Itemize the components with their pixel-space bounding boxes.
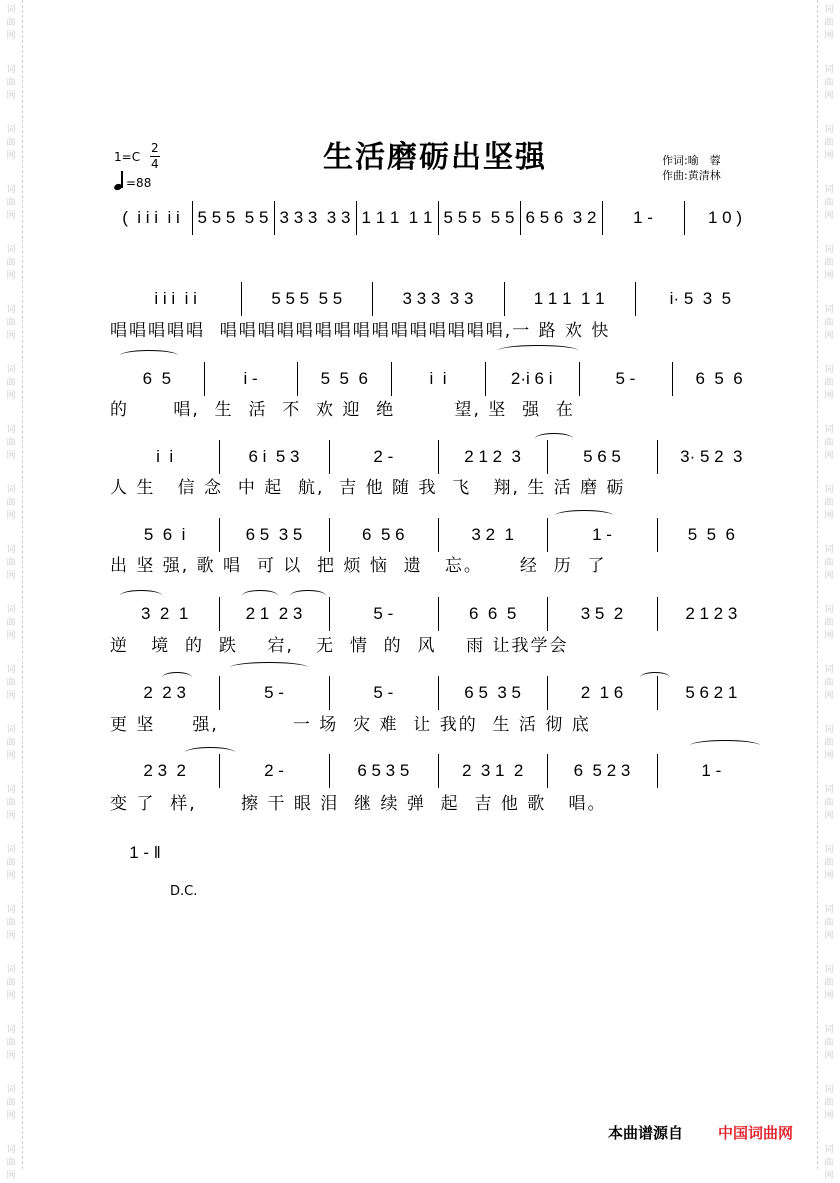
measure: 2 - bbox=[264, 761, 284, 780]
lyric-line: 变 了 样, 擦 干 眼 泪 继 续 弹 起 吉 他 歌 唱。 bbox=[110, 794, 607, 814]
bar-line bbox=[547, 754, 548, 788]
bar-line bbox=[657, 518, 658, 552]
watermark-text: 词 曲 网 bbox=[6, 965, 16, 1001]
watermark-text: 词 曲 网 bbox=[824, 125, 834, 161]
watermark-text: 词 曲 网 bbox=[824, 365, 834, 401]
left-watermark-strip bbox=[0, 0, 23, 1181]
bar-line bbox=[241, 282, 242, 316]
measure: 6 5 2 3 bbox=[573, 761, 631, 780]
measure: 3 2 1 bbox=[471, 525, 514, 544]
watermark-text: 词 曲 网 bbox=[824, 1025, 834, 1061]
slur-arc bbox=[230, 662, 308, 673]
time-signature bbox=[150, 141, 160, 172]
measure: 5 6 2 1 bbox=[685, 683, 738, 702]
watermark-text: 词 曲 网 bbox=[6, 425, 16, 461]
watermark-text: 词 曲 网 bbox=[6, 245, 16, 281]
time-signature-bottom: 4 bbox=[151, 157, 159, 171]
bar-line bbox=[684, 201, 685, 235]
watermark-text: 词 曲 网 bbox=[824, 485, 834, 521]
measure: 5 - bbox=[373, 683, 394, 702]
watermark-text: 词 曲 网 bbox=[824, 785, 834, 821]
watermark-text: 词 曲 网 bbox=[6, 905, 16, 941]
bar-line bbox=[438, 440, 439, 474]
bar-line bbox=[547, 518, 548, 552]
slur-arc bbox=[690, 740, 760, 751]
bar-line bbox=[274, 201, 275, 235]
measure: 2 - bbox=[373, 447, 394, 466]
measure: 6 5 bbox=[142, 369, 172, 388]
measure: 5 5 6 bbox=[320, 369, 368, 388]
bar-line bbox=[438, 518, 439, 552]
measure: ( i i i i i bbox=[122, 208, 180, 227]
watermark-text: 词 曲 网 bbox=[824, 725, 834, 761]
watermark-text: 词 曲 网 bbox=[824, 665, 834, 701]
quarter-note-icon bbox=[114, 172, 126, 190]
measure: 5 - bbox=[264, 683, 284, 702]
measure: i i i i i bbox=[154, 289, 197, 308]
notation-line bbox=[110, 205, 766, 241]
measure: 3 5 2 bbox=[580, 604, 624, 623]
bar-line bbox=[219, 440, 220, 474]
bar-line bbox=[602, 201, 603, 235]
bar-line bbox=[192, 201, 193, 235]
watermark-text: 词 曲 网 bbox=[6, 305, 16, 341]
measure: 6 5 3 5 bbox=[357, 761, 410, 780]
credits bbox=[662, 153, 721, 183]
watermark-text: 词 曲 网 bbox=[6, 785, 16, 821]
measure: 2 1 2 3 bbox=[685, 604, 738, 623]
watermark-text: 词 曲 网 bbox=[6, 665, 16, 701]
lyric-line: 更 坚 强, 一 场 灾 难 让 我的 生 活 彻 底 bbox=[110, 715, 591, 735]
watermark-text: 词 曲 网 bbox=[824, 965, 834, 1001]
bar-line bbox=[547, 676, 548, 710]
bar-line bbox=[204, 362, 205, 396]
watermark-text: 词 曲 网 bbox=[6, 125, 16, 161]
measure: 2 3 1 2 bbox=[461, 761, 524, 780]
measure: 5 - bbox=[615, 369, 636, 388]
bar-line bbox=[219, 754, 220, 788]
measure: 2 1 6 bbox=[580, 683, 624, 702]
measure: 2·i 6 i bbox=[510, 369, 553, 388]
watermark-text: 词 曲 网 bbox=[6, 1145, 16, 1181]
bar-line bbox=[657, 754, 658, 788]
watermark-text: 词 曲 网 bbox=[824, 245, 834, 281]
tempo-marking bbox=[114, 172, 151, 190]
notation-line bbox=[110, 840, 766, 876]
slur-arc bbox=[185, 747, 235, 758]
bar-line bbox=[485, 362, 486, 396]
bar-line bbox=[356, 201, 357, 235]
notation-numbers bbox=[110, 207, 766, 231]
measure: 2 1 2 3 bbox=[245, 604, 303, 623]
measure: 5 5 5 5 5 bbox=[443, 208, 515, 227]
watermark-text: 词 曲 网 bbox=[824, 5, 834, 41]
measure: 6 5 3 5 bbox=[245, 525, 303, 544]
measure: 5 6 5 bbox=[583, 447, 621, 466]
watermark-text: 词 曲 网 bbox=[6, 65, 16, 101]
watermark-text: 词 曲 网 bbox=[824, 425, 834, 461]
measure: 5 5 6 bbox=[687, 525, 735, 544]
notation-numbers bbox=[110, 288, 766, 312]
watermark-text: 词 曲 网 bbox=[6, 1085, 16, 1121]
lyric-line: 逆 境 的 跌 宕, 无 情 的 风 雨 让我学会 bbox=[110, 636, 569, 656]
slur-arc bbox=[498, 345, 578, 356]
bar-line bbox=[438, 676, 439, 710]
measure: 6 5 3 5 bbox=[464, 683, 522, 702]
measure: 6 5 6 bbox=[695, 369, 743, 388]
watermark-text: 词 曲 网 bbox=[6, 185, 16, 221]
watermark-text: 词 曲 网 bbox=[824, 605, 834, 641]
measure: 3 3 3 3 3 bbox=[279, 208, 351, 227]
bar-line bbox=[438, 754, 439, 788]
bar-line bbox=[329, 676, 330, 710]
measure: 5 5 5 5 5 bbox=[271, 289, 343, 308]
measure: 2 3 2 bbox=[143, 761, 186, 780]
notation-numbers bbox=[110, 524, 766, 548]
measure: i i bbox=[429, 369, 447, 388]
slur-arc bbox=[242, 590, 278, 601]
slur-arc bbox=[120, 590, 162, 601]
footer-source-label: 本曲谱源自 bbox=[608, 1124, 684, 1142]
lyricist: 作词:喻 蓉 bbox=[662, 154, 721, 167]
notation-numbers bbox=[110, 368, 766, 392]
bar-line bbox=[372, 282, 373, 316]
measure: 5 6 i bbox=[143, 525, 186, 544]
measure: 6 i 5 3 bbox=[248, 447, 300, 466]
bar-line bbox=[297, 362, 298, 396]
measure: i - bbox=[243, 369, 258, 388]
watermark-text: 词 曲 网 bbox=[6, 1025, 16, 1061]
measure: 5 - bbox=[373, 604, 394, 623]
measure: 6 6 5 bbox=[469, 604, 517, 623]
bar-line bbox=[438, 201, 439, 235]
watermark-text: 词 曲 网 bbox=[6, 545, 16, 581]
measure: 1 1 1 1 1 bbox=[361, 208, 433, 227]
bar-line bbox=[504, 282, 505, 316]
measure: 2 2 3 bbox=[143, 683, 186, 702]
watermark-text: 词 曲 网 bbox=[824, 1085, 834, 1121]
watermark-text: 词 曲 网 bbox=[6, 5, 16, 41]
key-signature: 1=C bbox=[114, 150, 141, 164]
watermark-text: 词 曲 网 bbox=[6, 845, 16, 881]
bar-line bbox=[579, 362, 580, 396]
notation-numbers bbox=[110, 446, 766, 470]
bar-line bbox=[520, 201, 521, 235]
measure: 1 0 ) bbox=[707, 208, 743, 227]
bar-line bbox=[219, 597, 220, 631]
bar-line bbox=[329, 518, 330, 552]
lyric-line: 唱唱唱唱唱 唱唱唱唱唱唱唱唱唱唱唱唱唱唱唱,一 路 欢 快 bbox=[110, 321, 611, 341]
slur-arc bbox=[162, 672, 192, 683]
notation-numbers bbox=[110, 760, 766, 784]
bar-line bbox=[547, 440, 548, 474]
watermark-text: 词 曲 网 bbox=[824, 1145, 834, 1181]
slur-arc bbox=[535, 433, 573, 444]
measure: 1 1 1 1 1 bbox=[533, 289, 605, 308]
da-capo-marking: D.C. bbox=[170, 884, 198, 899]
measure: i· 5 3 5 bbox=[669, 289, 732, 308]
slur-arc bbox=[555, 510, 613, 521]
footer-site-name[interactable]: 中国词曲网 bbox=[718, 1124, 794, 1142]
watermark-text: 词 曲 网 bbox=[824, 185, 834, 221]
bar-line bbox=[635, 282, 636, 316]
measure: 6 5 6 3 2 bbox=[525, 208, 597, 227]
watermark-text: 词 曲 网 bbox=[824, 545, 834, 581]
bar-line bbox=[219, 518, 220, 552]
watermark-text: 词 曲 网 bbox=[824, 65, 834, 101]
watermark-text: 词 曲 网 bbox=[824, 845, 834, 881]
bar-line bbox=[329, 597, 330, 631]
bar-line bbox=[547, 597, 548, 631]
bar-line bbox=[672, 362, 673, 396]
composer: 作曲:黄清林 bbox=[662, 169, 721, 182]
notation-numbers bbox=[110, 682, 766, 706]
measure: 6 5 6 bbox=[362, 525, 405, 544]
lyric-line: 的 唱, 生 活 不 欢 迎 绝 望, 坚 强 在 bbox=[110, 400, 575, 420]
lyric-line: 人 生 信 念 中 起 航, 吉 他 随 我 飞 翔, 生 活 磨 砺 bbox=[110, 478, 626, 498]
measure: 3 3 3 3 3 bbox=[402, 289, 474, 308]
slur-arc bbox=[120, 350, 178, 361]
bar-line bbox=[329, 754, 330, 788]
watermark-text: 词 曲 网 bbox=[6, 605, 16, 641]
measure: 1 - bbox=[592, 525, 612, 544]
watermark-text: 词 曲 网 bbox=[824, 905, 834, 941]
lyric-line: 出 坚 强, 歌 唱 可 以 把 烦 恼 遗 忘。 经 历 了 bbox=[110, 556, 607, 576]
bar-line bbox=[329, 440, 330, 474]
measure: 5 5 5 5 5 bbox=[197, 208, 269, 227]
measure: 3· 5 2 3 bbox=[680, 447, 743, 466]
watermark-text: 词 曲 网 bbox=[6, 365, 16, 401]
bar-line bbox=[219, 676, 220, 710]
slur-arc bbox=[290, 590, 326, 601]
measure: 1 - bbox=[701, 761, 722, 780]
measure: 2 1 2 3 bbox=[464, 447, 522, 466]
notation-numbers bbox=[110, 842, 766, 866]
measure: 3 2 1 bbox=[141, 604, 189, 623]
bar-line bbox=[657, 440, 658, 474]
measure: 1 - bbox=[633, 208, 653, 227]
tempo-value: =88 bbox=[126, 176, 152, 190]
bar-line bbox=[657, 597, 658, 631]
notation-numbers bbox=[110, 603, 766, 627]
bar-line bbox=[438, 597, 439, 631]
measure: 1 - ‖ bbox=[129, 843, 161, 862]
song-title: 生活磨砺出坚强 bbox=[323, 140, 547, 175]
slur-arc bbox=[640, 672, 670, 683]
right-watermark-strip bbox=[817, 0, 840, 1181]
bar-line bbox=[391, 362, 392, 396]
measure: i i bbox=[156, 447, 174, 466]
watermark-text: 词 曲 网 bbox=[824, 305, 834, 341]
watermark-text: 词 曲 网 bbox=[6, 485, 16, 521]
watermark-text: 词 曲 网 bbox=[6, 725, 16, 761]
time-signature-top: 2 bbox=[151, 141, 159, 155]
